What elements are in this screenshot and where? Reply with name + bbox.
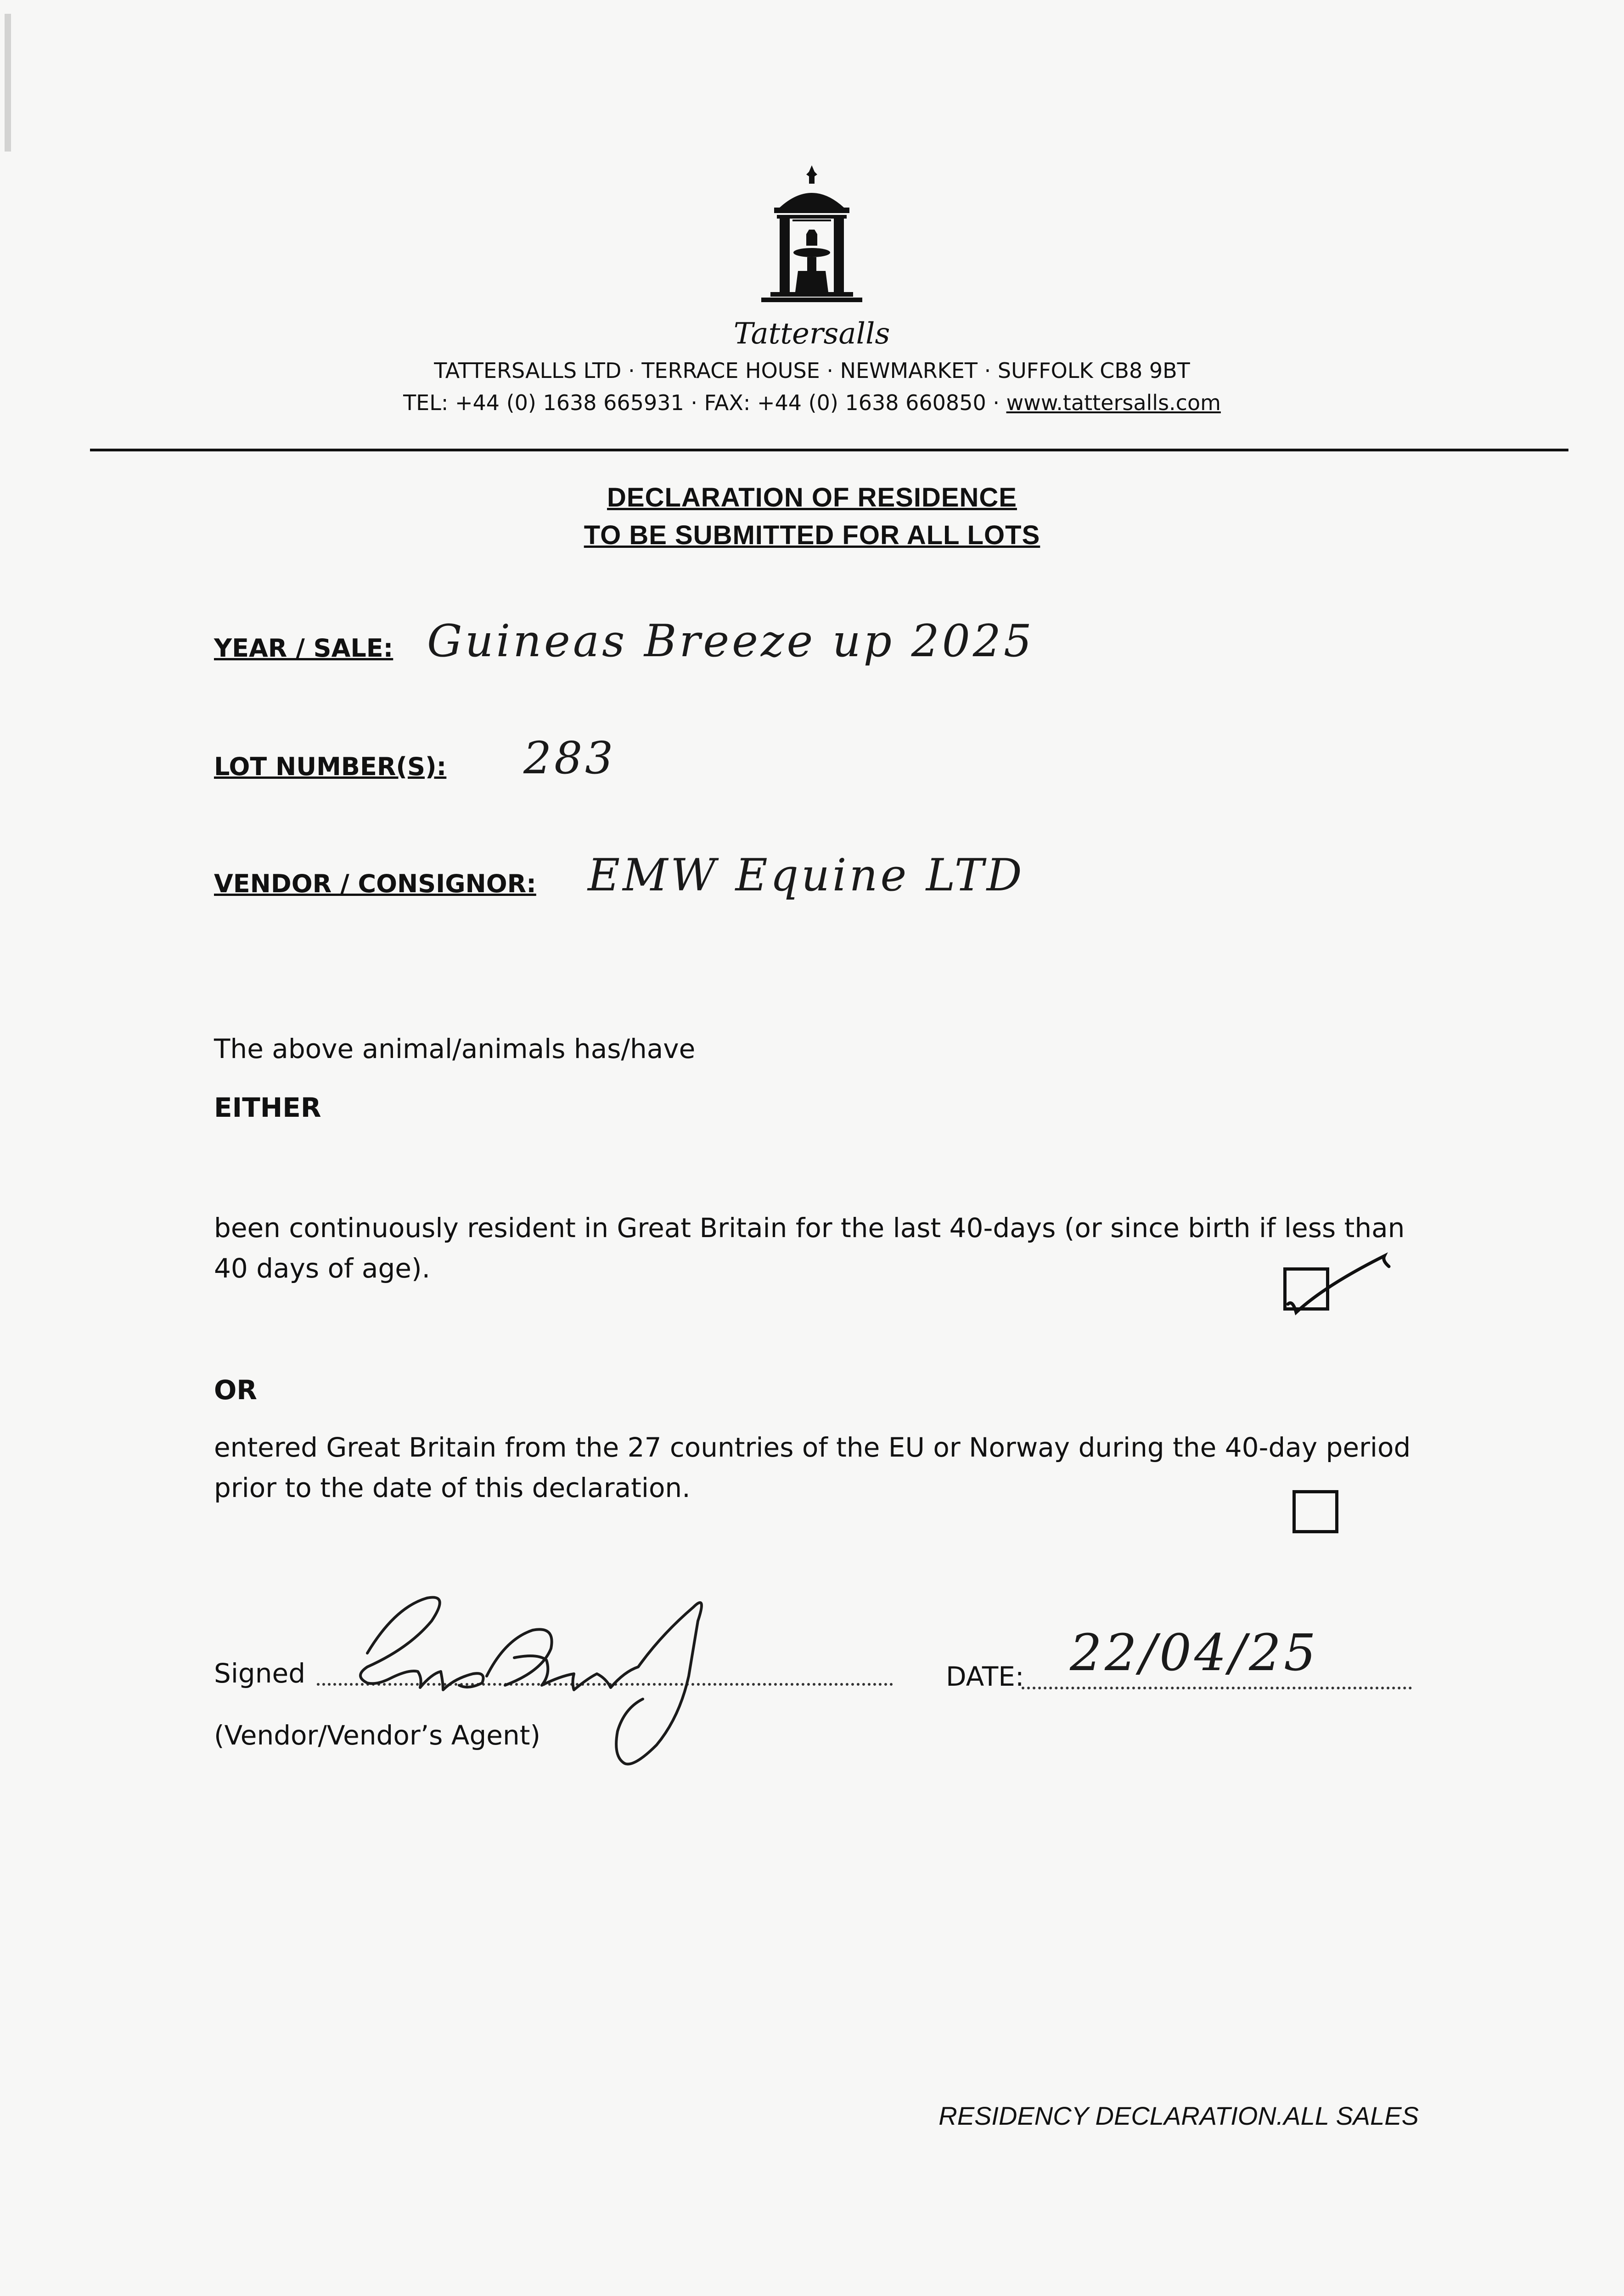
header-divider bbox=[90, 449, 1568, 451]
year-sale-value[interactable]: Guineas Breeze up 2025 bbox=[427, 615, 1034, 667]
vendor-consignor-value[interactable]: EMW Equine LTD bbox=[588, 850, 1025, 901]
lot-number-value[interactable]: 283 bbox=[523, 732, 616, 784]
option2-checkbox[interactable] bbox=[1292, 1490, 1338, 1533]
option1-text: been continuously resident in Great Britain for the last 40-days (or since birth if less than 40 days of age). bbox=[214, 1212, 1405, 1284]
lot-number-label: LOT NUMBER(S): bbox=[214, 752, 447, 781]
date-label: DATE: bbox=[946, 1661, 1024, 1692]
or-heading: OR bbox=[214, 1374, 257, 1406]
vendor-agent-label: (Vendor/Vendor’s Agent) bbox=[214, 1720, 541, 1751]
contact-numbers: TEL: +44 (0) 1638 665931 · FAX: +44 (0) 1638 660850 · bbox=[403, 390, 1006, 415]
scan-edge-mark bbox=[5, 14, 11, 152]
date-value[interactable]: 22/04/25 bbox=[1070, 1623, 1319, 1682]
vendor-consignor-label: VENDOR / CONSIGNOR: bbox=[214, 869, 536, 898]
option2-text: entered Great Britain from the 27 countries of the EU or Norway during the 40-day period prior to the date of this declaration. bbox=[214, 1432, 1411, 1503]
document-subtitle: TO BE SUBMITTED FOR ALL LOTS bbox=[584, 520, 1040, 550]
option1-tick-mark bbox=[1283, 1249, 1394, 1318]
either-heading: EITHER bbox=[214, 1092, 321, 1123]
brand-name: Tattersalls bbox=[733, 317, 890, 351]
footer-text: RESIDENCY DECLARATION.ALL SALES bbox=[938, 2101, 1419, 2130]
document-title: DECLARATION OF RESIDENCE bbox=[607, 483, 1017, 512]
contact-line bbox=[275, 390, 1349, 415]
website-link[interactable]: www.tattersalls.com bbox=[1006, 390, 1221, 415]
signed-label: Signed bbox=[214, 1658, 306, 1689]
tattersalls-logo bbox=[747, 165, 876, 317]
intro-text: The above animal/animals has/have bbox=[214, 1033, 696, 1064]
year-sale-label: YEAR / SALE: bbox=[214, 634, 393, 663]
company-address: TATTERSALLS LTD · TERRACE HOUSE · NEWMARKET · SUFFOLK CB8 9BT bbox=[434, 358, 1190, 383]
date-line bbox=[1022, 1687, 1412, 1689]
